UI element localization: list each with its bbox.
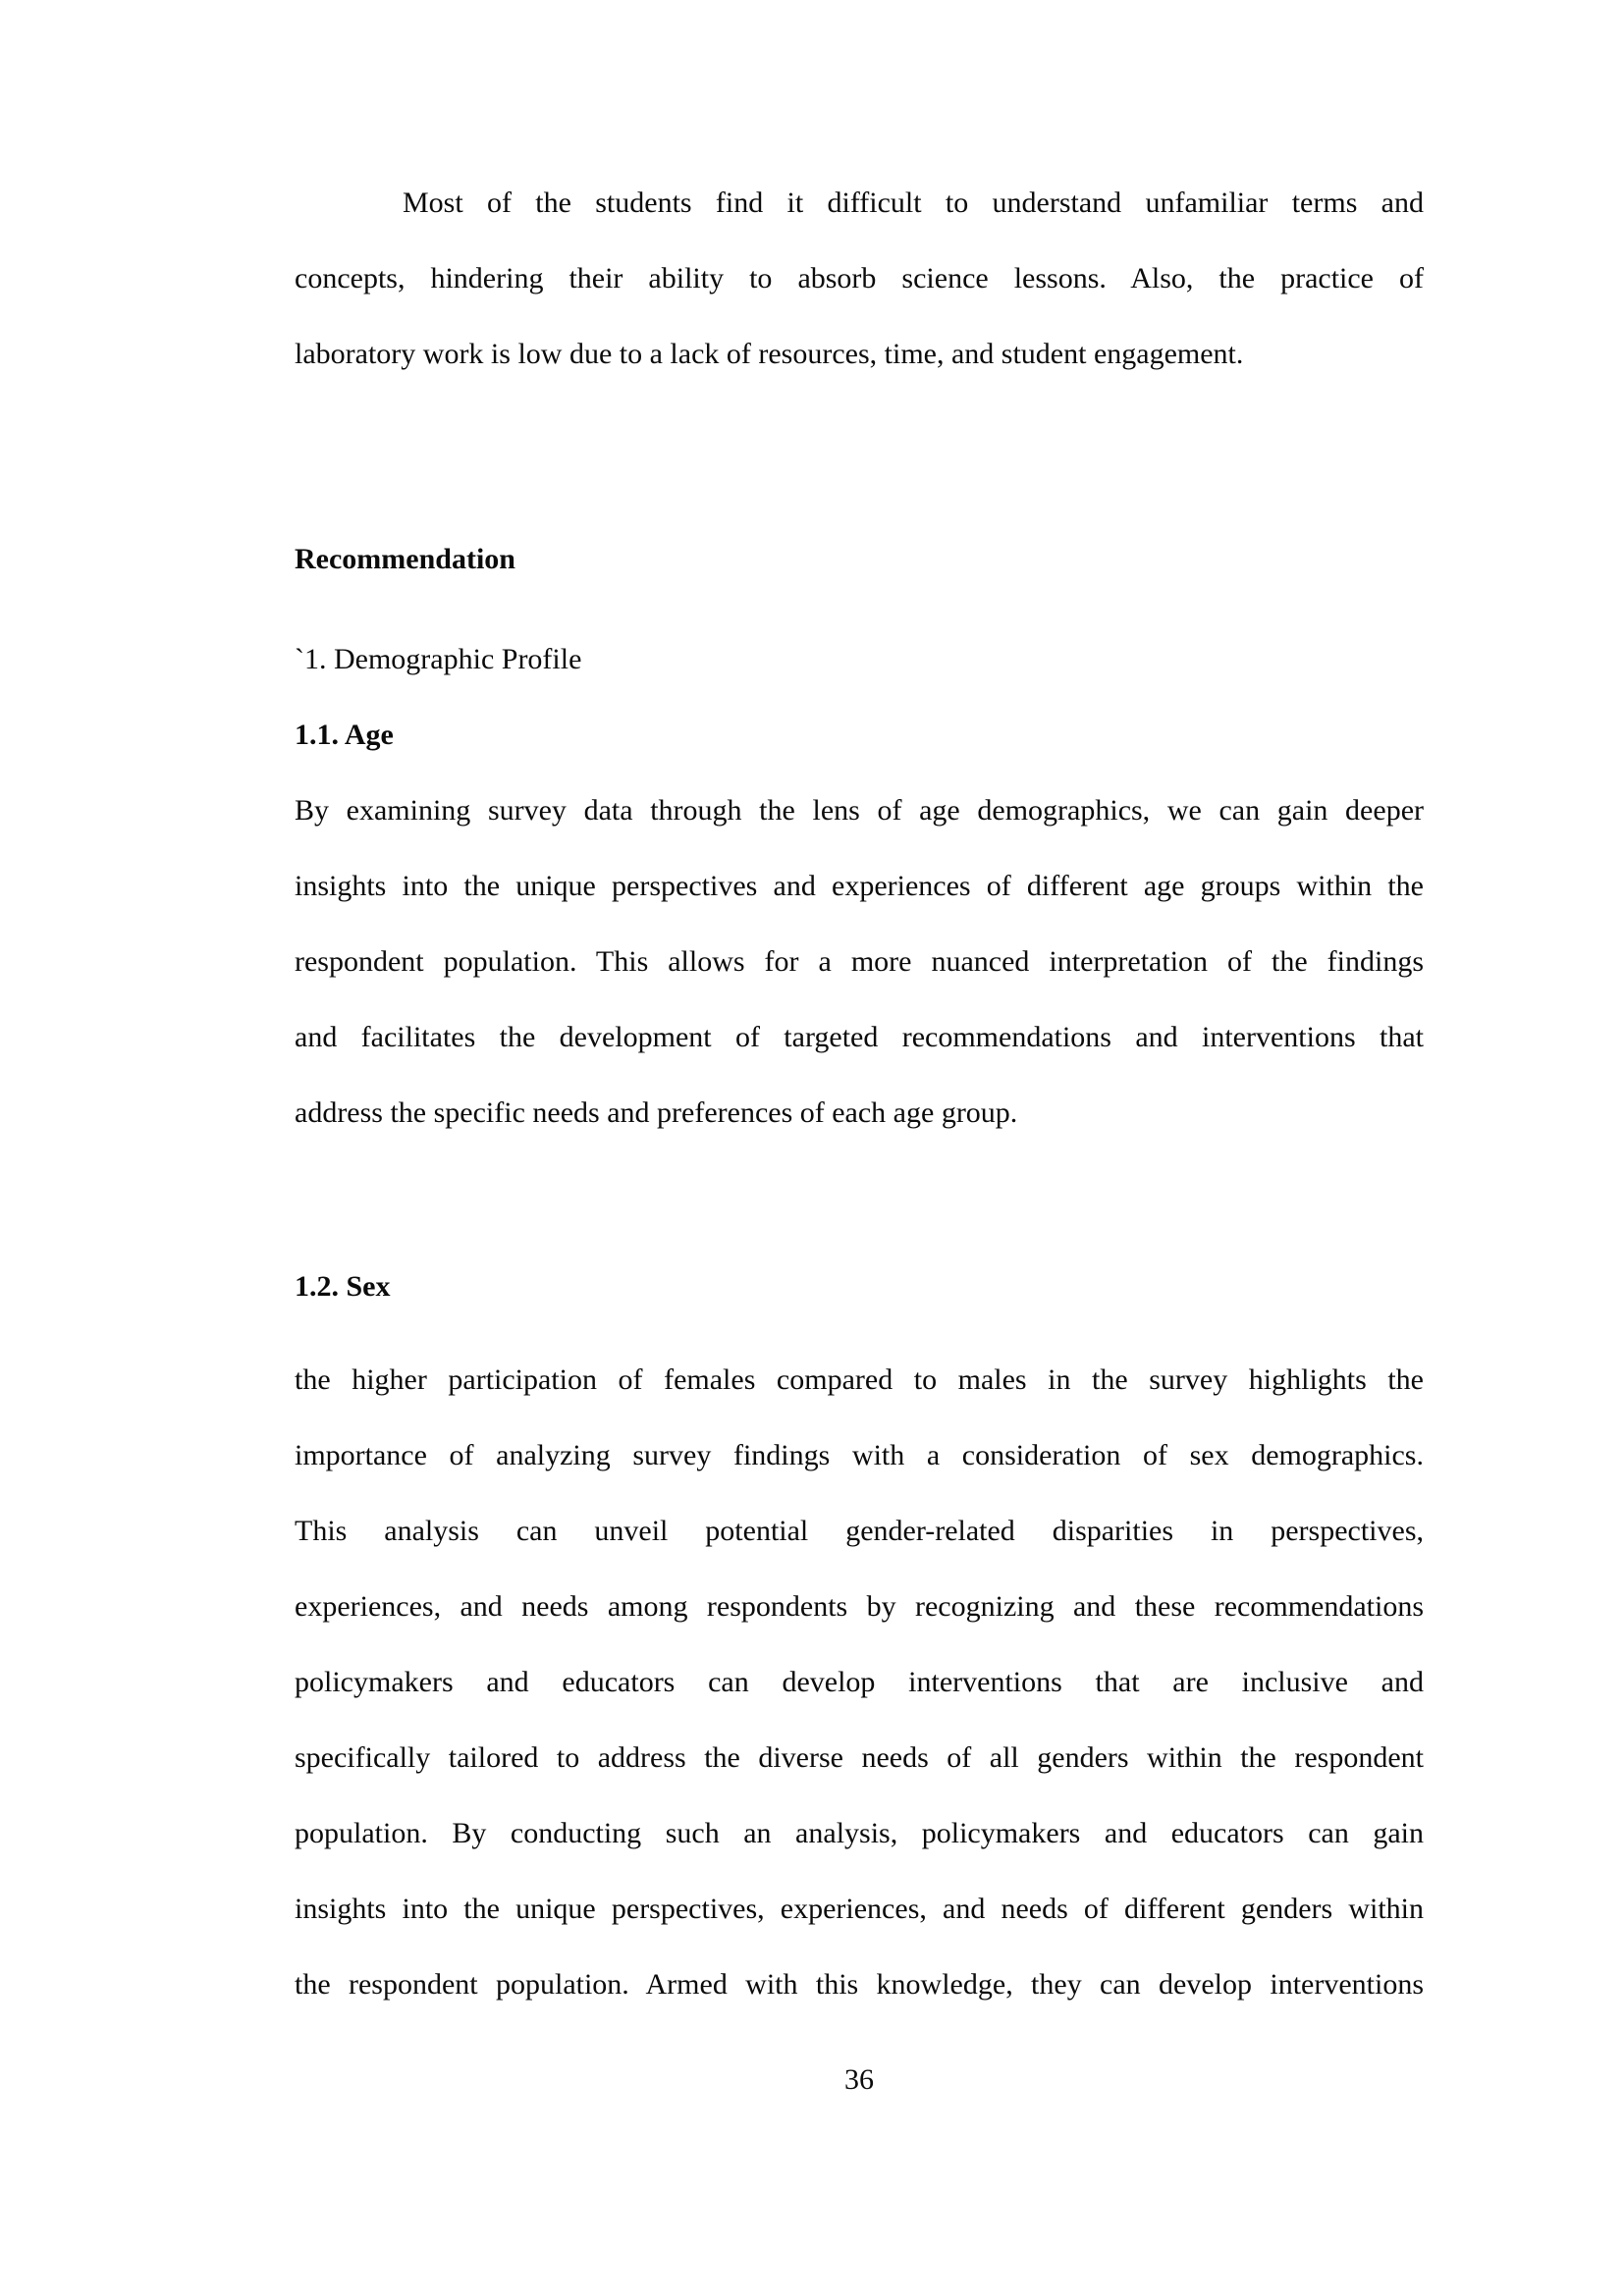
paragraph-line: address the specific needs and preferences of each age group. [295, 1096, 1018, 1129]
paragraph-line: the respondent population. Armed with this knowledge, they can develop interventions [295, 1968, 1424, 2001]
heading-demographic-profile: `1. Demographic Profile [295, 643, 582, 675]
heading-age: 1.1. Age [295, 719, 394, 751]
conclusion-paragraph [295, 165, 1424, 392]
paragraph-line: the higher participation of females compared to males in the survey highlights the [295, 1363, 1424, 1396]
paragraph-line: laboratory work is low due to a lack of resources, time, and student engagement. [295, 338, 1244, 370]
paragraph-line: policymakers and educators can develop interventions that are inclusive and [295, 1666, 1424, 1698]
paragraph-line: insights into the unique perspectives and experiences of different age groups within the [295, 870, 1424, 902]
paragraph-line: population. By conducting such an analysis, policymakers and educators can gain [295, 1817, 1424, 1849]
heading-recommendation: Recommendation [295, 543, 515, 575]
age-paragraph [295, 773, 1424, 1150]
paragraph-line: insights into the unique perspectives, experiences, and needs of different genders within [295, 1893, 1424, 1925]
paragraph-line: concepts, hindering their ability to absorb science lessons. Also, the practice of [295, 262, 1424, 294]
sex-paragraph [295, 1342, 1424, 2022]
paragraph-line: By examining survey data through the lens of age demographics, we can gain deeper [295, 794, 1424, 827]
paragraph-line: importance of analyzing survey findings with a consideration of sex demographics. [295, 1439, 1424, 1471]
page-number: 36 [844, 2063, 874, 2096]
paragraph-line: Most of the students find it difficult to understand unfamiliar terms and [403, 187, 1424, 219]
paragraph-line: This analysis can unveil potential gender-related disparities in perspectives, [295, 1515, 1424, 1547]
paragraph-line: experiences, and needs among respondents by recognizing and these recommendations [295, 1590, 1424, 1623]
paragraph-line: and facilitates the development of targeted recommendations and interventions that [295, 1021, 1424, 1053]
paragraph-line: specifically tailored to address the diverse needs of all genders within the respondent [295, 1741, 1424, 1774]
paragraph-line: respondent population. This allows for a more nuanced interpretation of the findings [295, 945, 1424, 978]
heading-sex: 1.2. Sex [295, 1270, 391, 1303]
